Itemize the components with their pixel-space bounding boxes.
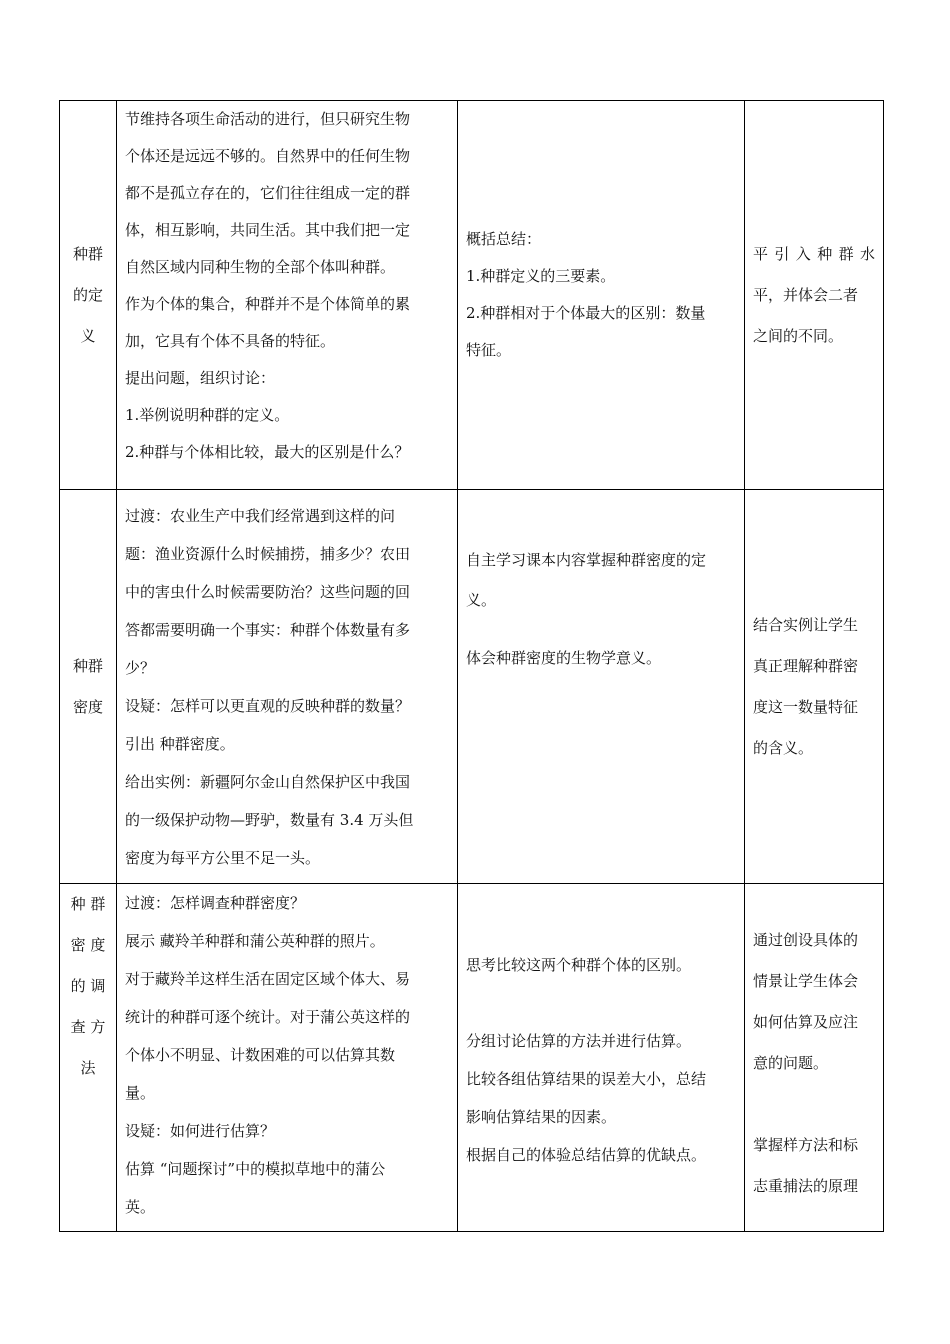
student-activity-cell	[458, 884, 745, 1232]
student-line: 体会种群密度的生物学意义。	[466, 649, 662, 667]
table-row-density-survey-methods	[60, 884, 884, 1232]
topic-line: 种群	[72, 656, 103, 675]
student-line: 1.种群定义的三要素。	[466, 267, 616, 285]
teacher-line: 都不是孤立存在的，它们往往组成一定的群	[125, 184, 411, 202]
teacher-line: 过渡：农业生产中我们经常遇到这样的问	[125, 506, 396, 525]
teacher-activity-cell	[117, 101, 458, 490]
student-line: 分组讨论估算的方法并进行估算。	[466, 1032, 692, 1050]
goal-line: 情景让学生体会	[753, 972, 859, 990]
student-line: 义。	[466, 591, 497, 609]
table-row-population-density	[60, 490, 884, 884]
topic-line: 密度	[72, 697, 103, 716]
teacher-line: 密度为每平方公里不足一头。	[125, 848, 321, 867]
teacher-line: 量。	[125, 1084, 156, 1102]
student-line: 比较各组估算结果的误差大小，总结	[466, 1070, 707, 1088]
topic-line: 的定	[72, 285, 103, 304]
teacher-line: 给出实例：新疆阿尔金山自然保护区中我国	[125, 772, 411, 791]
table-row-population-definition	[60, 101, 884, 490]
teacher-activity-cell	[117, 490, 458, 884]
teacher-line: 展示 藏羚羊种群和蒲公英种群的照片。	[125, 932, 385, 950]
teacher-line: 题：渔业资源什么时候捕捞，捕多少？农田	[125, 544, 411, 563]
teacher-line: 过渡：怎样调查种群密度？	[125, 894, 306, 912]
student-line: 影响估算结果的因素。	[466, 1108, 617, 1126]
goal-line: 度这一数量特征	[753, 697, 859, 716]
teacher-line: 加，它具有个体不具备的特征。	[125, 332, 336, 350]
goal-line: 掌握样方法和标	[753, 1136, 859, 1154]
goal-line: 之间的不同。	[753, 326, 844, 345]
design-intent-cell	[745, 490, 884, 884]
goal-line: 志重捕法的原理	[753, 1177, 859, 1195]
goal-line: 结合实例让学生	[753, 615, 859, 634]
topic-line: 法	[80, 1059, 96, 1077]
teacher-line: 设疑：如何进行估算？	[125, 1122, 276, 1140]
teacher-line: 少？	[125, 658, 156, 677]
topic-line: 的 调	[70, 977, 106, 995]
goal-line: 真正理解种群密	[753, 656, 859, 675]
teacher-activity-cell	[117, 884, 458, 1232]
topic-line: 查 方	[70, 1018, 106, 1036]
topic-line: 种 群	[70, 895, 106, 913]
teacher-line: 体，相互影响，共同生活。其中我们把一定	[125, 221, 411, 239]
teacher-line: 英。	[125, 1198, 156, 1216]
goal-line: 的含义。	[753, 738, 814, 757]
student-activity-cell	[458, 490, 745, 884]
goal-line: 如何估算及应注	[753, 1013, 859, 1031]
teacher-line: 2.种群与个体相比较，最大的区别是什么？	[125, 443, 410, 461]
design-intent-cell	[745, 884, 884, 1232]
student-line: 特征。	[466, 341, 512, 359]
student-line: 概括总结：	[466, 230, 542, 248]
teacher-line: 估算 “问题探讨”中的模拟草地中的蒲公	[125, 1160, 386, 1178]
student-line: 2.种群相对于个体最大的区别：数量	[466, 304, 706, 322]
teacher-line: 节维持各项生命活动的进行，但只研究生物	[125, 110, 411, 128]
teacher-line: 统计的种群可逐个统计。对于蒲公英这样的	[125, 1008, 411, 1026]
topic-cell	[60, 101, 117, 490]
teacher-line: 个体还是远远不够的。自然界中的任何生物	[125, 147, 411, 165]
lesson-plan-table	[59, 100, 884, 1232]
topic-line: 义	[80, 326, 96, 345]
teacher-line: 1.举例说明种群的定义。	[125, 406, 290, 424]
teacher-line: 作为个体的集合，种群并不是个体简单的累	[125, 295, 411, 313]
student-line: 根据自己的体验总结估算的优缺点。	[466, 1146, 707, 1164]
topic-cell	[60, 490, 117, 884]
spacer	[466, 620, 736, 638]
teacher-line: 提出问题，组织讨论：	[125, 369, 276, 387]
student-activity-cell	[458, 101, 745, 490]
teacher-line: 引出 种群密度。	[125, 734, 235, 753]
teacher-line: 中的害虫什么时候需要防治？这些问题的回	[125, 582, 411, 601]
goal-line: 平，并体会二者	[753, 285, 859, 304]
topic-line: 种群	[72, 244, 103, 263]
teacher-line: 设疑：怎样可以更直观的反映种群的数量？	[125, 696, 411, 715]
spacer	[753, 1084, 875, 1125]
teacher-line: 个体小不明显、计数困难的可以估算其数	[125, 1046, 396, 1064]
teacher-line: 答都需要明确一个事实：种群个体数量有多	[125, 620, 411, 639]
spacer	[466, 984, 736, 1022]
goal-line: 通过创设具体的	[753, 931, 859, 949]
design-intent-cell	[745, 101, 884, 490]
goal-line: 意的问题。	[753, 1054, 829, 1072]
topic-cell	[60, 884, 117, 1232]
teacher-line: 自然区域内同种生物的全部个体叫种群。	[125, 258, 396, 276]
student-line: 思考比较这两个种群个体的区别。	[466, 956, 692, 974]
teacher-line: 的一级保护动物—野驴，数量有 3.4 万头但	[125, 810, 414, 829]
goal-line: 平引入种群水	[753, 244, 875, 263]
topic-line: 密 度	[70, 936, 106, 954]
student-line: 自主学习课本内容掌握种群密度的定	[466, 551, 707, 569]
teacher-line: 对于藏羚羊这样生活在固定区域个体大、易	[125, 970, 411, 988]
